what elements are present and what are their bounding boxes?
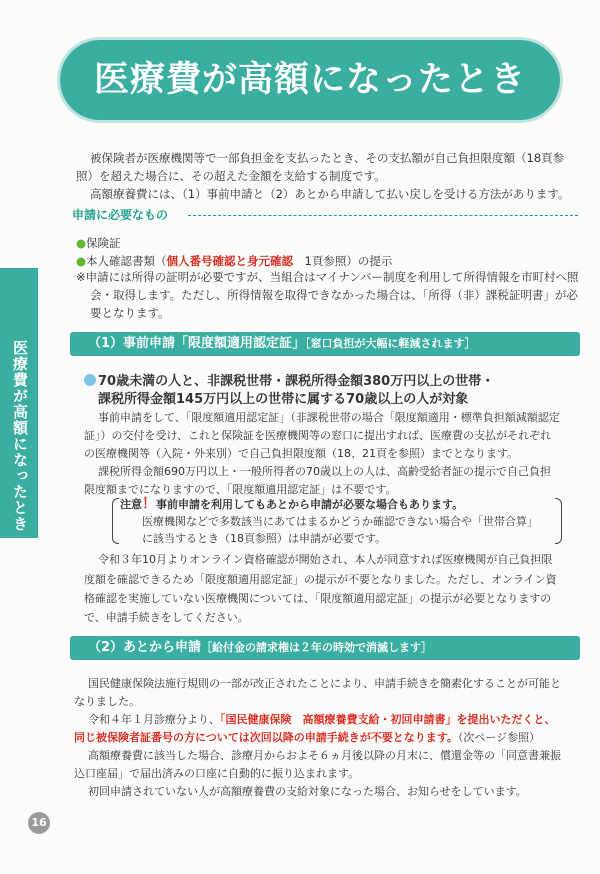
caution-body-1: 医療機関などで多数該当にあてはまるかどうか確認できない場合や「世帯合算」 bbox=[142, 515, 538, 528]
reiwa-line-1: 令和３年10月よりオンライン資格確認が開始され、本人が同意すれば医療機関が自己負担限 bbox=[98, 553, 553, 566]
intro-line-1: 被保険者が医療機関等で一部負担金を支払ったとき、その支払額が自己負担限度額（18頁参 bbox=[90, 151, 565, 165]
section1-heading: （1）事前申請「限度額適用認定証」 bbox=[88, 336, 306, 351]
requirements-heading-text: 申請に必要なもの bbox=[72, 208, 169, 222]
section2-line-4-post: （次ページ参照） bbox=[457, 731, 541, 744]
section1-body-1: 事前申請をして、「限度額適用認定証」（非課税世帯の場合「限度額適用・標準負担額減額認定 bbox=[98, 411, 560, 424]
requirements-heading bbox=[72, 205, 582, 225]
section2-line-3-red: 「国民健康保険 高額療養費支給・初回申請書」を提出いただくと、 bbox=[220, 713, 556, 726]
section2-heading: （2）あとから申請 bbox=[88, 640, 202, 655]
section2-line-4-red: 同じ被保険者証番号の方については次回以降の申請手続きが不要となります。 bbox=[74, 731, 458, 744]
intro-line-3: 高額療養費には、（1）事前申請と（2）あとから申請して払い戻しを受ける方法があります。 bbox=[90, 187, 570, 201]
caution-heading-text: 事前申請を利用してもあとから申請が必要な場合もあります。 bbox=[156, 498, 464, 511]
requirements-note-3: 要となります。 bbox=[90, 306, 170, 320]
caution-bracket-left bbox=[112, 498, 119, 544]
title-banner-wrap bbox=[60, 40, 560, 120]
section2-line-4 bbox=[74, 729, 540, 747]
page-title: 医療費が高額になったとき bbox=[93, 60, 526, 100]
section1-subheading: ［窓口負担が大幅に軽減されます］ bbox=[305, 337, 476, 350]
requirement-item-2-post: 1頁参照）の提示 bbox=[293, 254, 393, 268]
section2-line-6: 込口座届」で届出済みの口座に自動的に振り込まれます。 bbox=[74, 767, 360, 780]
section1-body-3: の医療機関等（入院・外来別）で自己負担限度額（18、21頁を参照）までとなります。 bbox=[84, 447, 519, 460]
reiwa-line-2: 度額を確認できるため「限度額適用認定証」の提示が不要となりました。ただし、オンライン資 bbox=[84, 573, 557, 586]
bullet-icon: ● bbox=[76, 254, 87, 268]
section1-body-5: 限度額までになりますので、「限度額適用認定証」は不要です。 bbox=[84, 483, 397, 496]
exclamation-icon: ！ bbox=[142, 496, 156, 512]
section2-line-2: なりました。 bbox=[74, 695, 140, 708]
requirement-item-2-pre: 本人確認書類（ bbox=[86, 254, 167, 268]
section2-banner bbox=[70, 636, 580, 660]
section1-body-2: 証」）の交付を受け、これと保険証を医療機関等の窓口に提出すれば、医療費の支払がそれぞれ bbox=[84, 429, 552, 442]
section2-line-1: 国民健康保険法施行規則の一部が改正されたことにより、申請手続きを簡素化することが可能と bbox=[88, 677, 561, 690]
section1-point-2: 課税所得金額145万円以上の世帯に属する70歳以上の人が対象 bbox=[98, 392, 469, 407]
page-number: 16 bbox=[28, 812, 50, 834]
caution-box bbox=[112, 496, 562, 546]
intro-line-2: 照）を超えた場合に、その超えた金額を支給する制度です。 bbox=[76, 169, 386, 183]
section2-line-3-pre: 令和４年１月診療分より、 bbox=[88, 713, 220, 726]
section2-line-3 bbox=[88, 711, 556, 729]
requirements-divider bbox=[188, 215, 578, 216]
reiwa-line-4: で、申請手続きをしてください。 bbox=[84, 611, 249, 624]
requirements-note-2: 会・取得します。ただし、所得情報を取得できなかった場合は、「所得（非）課税証明書」が必 bbox=[90, 288, 578, 302]
caution-heading bbox=[120, 496, 463, 513]
requirements-note-1: ※申請には所得の証明が必要ですが、当組合はマイナンバー制度を利用して所得情報を市町村へ照 bbox=[76, 270, 579, 284]
section2-line-7: 初回申請されていない人が高額療養費の支給対象になった場合、お知らせをしています。 bbox=[88, 785, 527, 798]
circle-bullet-icon bbox=[84, 374, 96, 386]
requirement-item-1-text: 保険証 bbox=[86, 236, 121, 250]
section2-line-5: 高額療養費に該当した場合、診療月からおよそ６ヵ月後以降の月末に、償還金等の「同意書兼振 bbox=[88, 749, 561, 762]
section1-point-1 bbox=[84, 373, 494, 391]
reiwa-line-3: 格確認を実施していない医療機関については、「限度額適用認定証」の提示が必要となりますの bbox=[84, 592, 552, 605]
caution-bracket-right bbox=[555, 498, 562, 544]
caution-label: 注意 bbox=[120, 498, 142, 511]
section1-point-1-text: 70歳未満の人と、非課税世帯・課税所得金額380万円以上の世帯・ bbox=[98, 374, 495, 389]
side-tab-label: 医療費が高額になったとき bbox=[11, 340, 29, 532]
requirement-item-1 bbox=[76, 234, 121, 252]
section2-subheading: ［給付金の請求権は２年の時効で消滅します］ bbox=[201, 641, 433, 654]
section1-banner bbox=[70, 332, 580, 356]
caution-body-2: に該当するとき（18頁参照）は申請が必要です。 bbox=[142, 532, 387, 545]
requirement-item-2-red: 個人番号確認と身元確認 bbox=[166, 254, 294, 268]
bullet-icon: ● bbox=[76, 236, 87, 250]
section1-body-4: 課税所得金額690万円以上・一般所得者の70歳以上の人は、高齢受給者証の提示で自己負担 bbox=[98, 465, 551, 478]
